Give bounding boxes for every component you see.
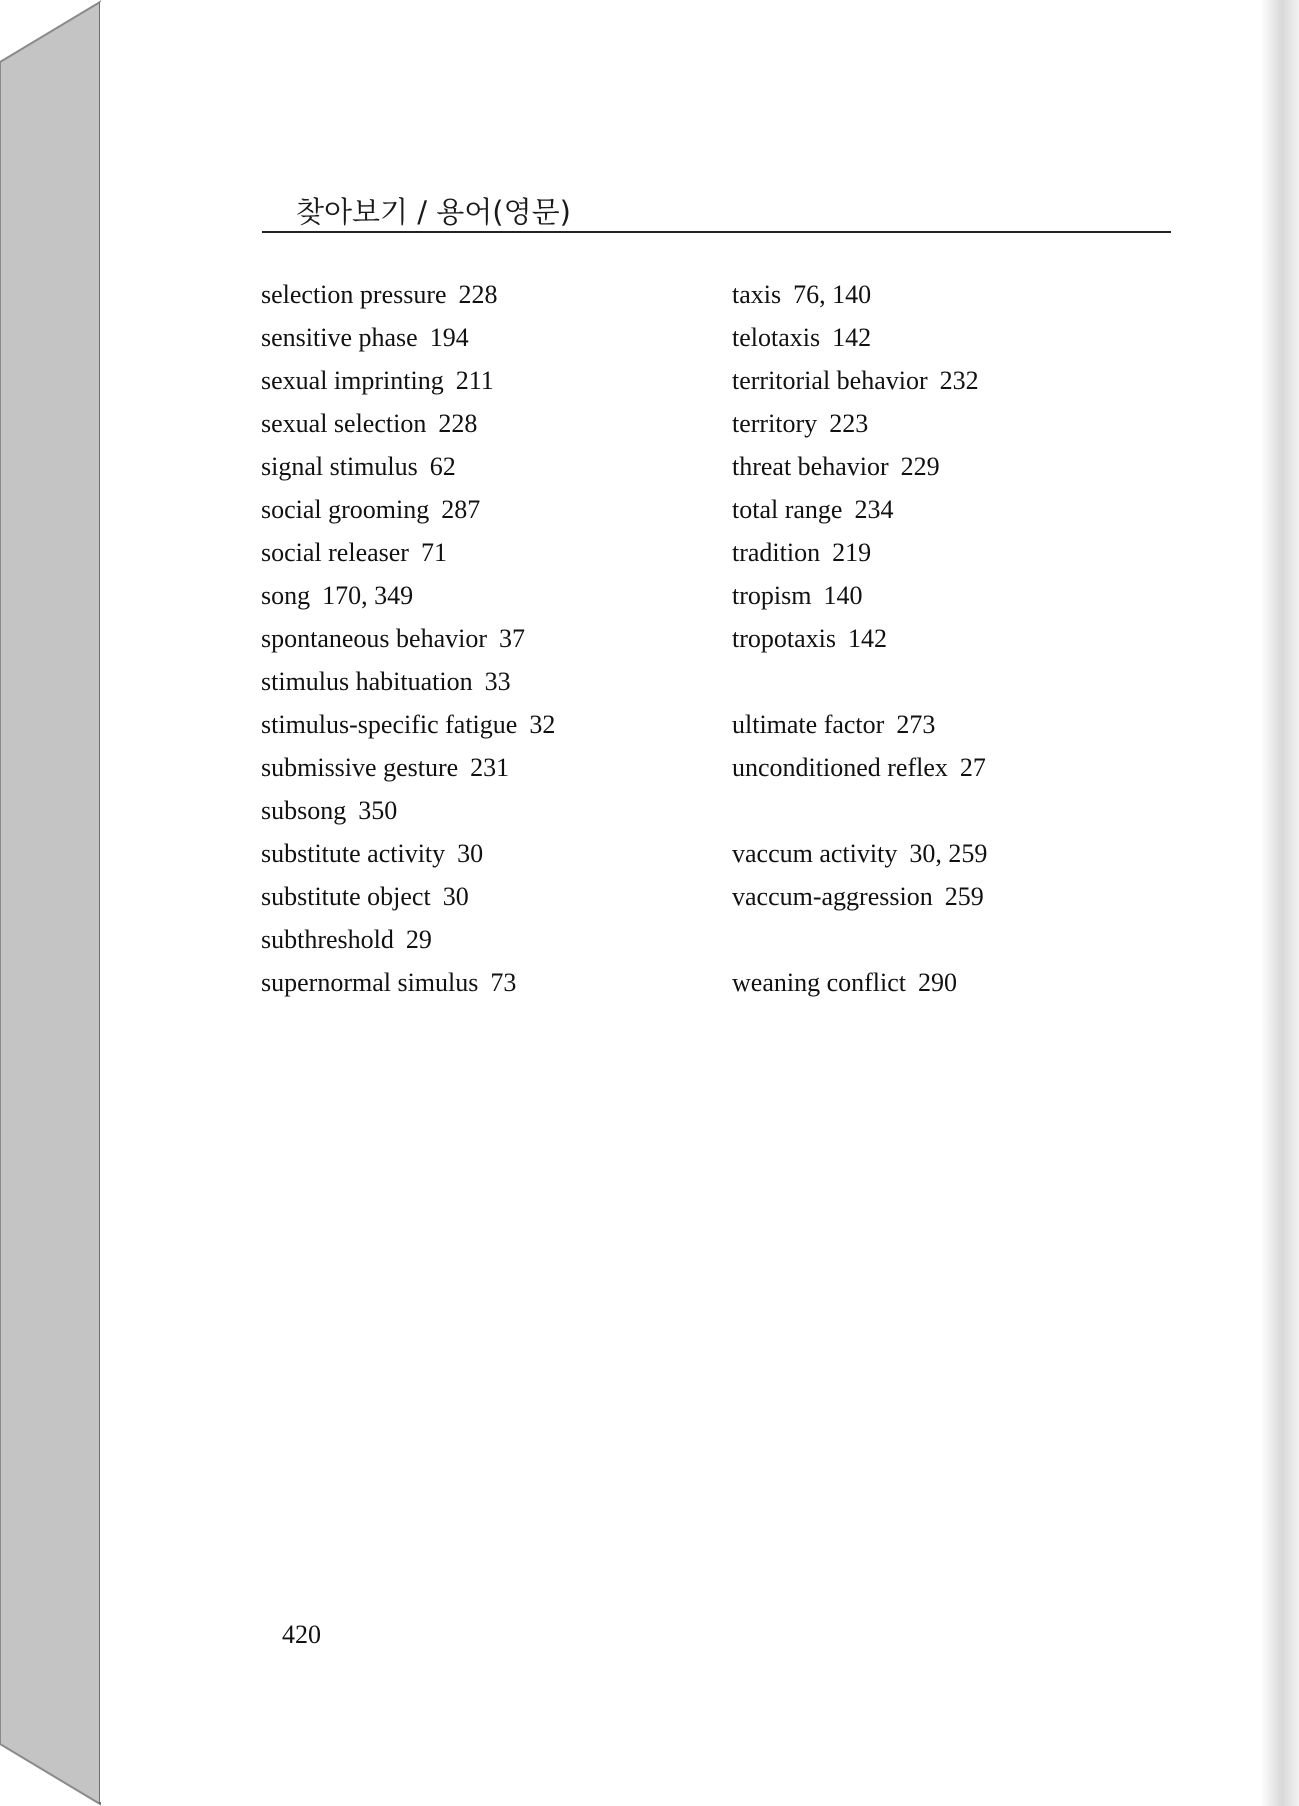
index-entry: sexual imprinting 211 bbox=[261, 366, 494, 395]
index-entry: substitute activity 30 bbox=[261, 839, 484, 868]
index-entry: stimulus-specific fatigue 32 bbox=[261, 710, 556, 739]
index-entry: weaning conflict 290 bbox=[732, 968, 957, 997]
index-entry: sexual selection 228 bbox=[261, 409, 478, 438]
index-entry: total range 234 bbox=[732, 495, 894, 524]
page-header: 찾아보기 / 용어(영문) bbox=[296, 195, 571, 229]
index-entry: tropotaxis 142 bbox=[732, 624, 887, 653]
index-entry: social grooming 287 bbox=[261, 495, 481, 524]
index-entry: tradition 219 bbox=[732, 538, 872, 567]
group-spacer bbox=[732, 660, 987, 703]
index-entry: unconditioned reflex 27 bbox=[732, 753, 986, 782]
page bbox=[100, 2, 1262, 1802]
index-entry: selection pressure 228 bbox=[261, 280, 498, 309]
index-entry: vaccum activity 30, 259 bbox=[732, 839, 988, 868]
index-entry: social releaser 71 bbox=[261, 538, 447, 567]
index-entry: spontaneous behavior 37 bbox=[261, 624, 526, 653]
page-shadow bbox=[1261, 0, 1299, 1806]
index-entry: subsong 350 bbox=[261, 796, 398, 825]
index-column-left bbox=[261, 273, 555, 1004]
index-entry: taxis 76, 140 bbox=[732, 280, 872, 309]
index-entry: signal stimulus 62 bbox=[261, 452, 456, 481]
index-entry: territorial behavior 232 bbox=[732, 366, 979, 395]
index-entry: subthreshold 29 bbox=[261, 925, 432, 954]
header-rule bbox=[262, 231, 1171, 233]
index-entry: territory 223 bbox=[732, 409, 869, 438]
group-spacer bbox=[732, 789, 987, 832]
index-entry: sensitive phase 194 bbox=[261, 323, 469, 352]
index-entry: song 170, 349 bbox=[261, 581, 414, 610]
index-entry: substitute object 30 bbox=[261, 882, 469, 911]
group-spacer bbox=[732, 918, 987, 961]
index-entry: supernormal simulus 73 bbox=[261, 968, 517, 997]
index-column-right bbox=[732, 273, 987, 1004]
index-entry: threat behavior 229 bbox=[732, 452, 940, 481]
index-entry: ultimate factor 273 bbox=[732, 710, 936, 739]
page-number: 420 bbox=[282, 1620, 321, 1649]
index-entry: stimulus habituation 33 bbox=[261, 667, 511, 696]
index-entry: submissive gesture 231 bbox=[261, 753, 510, 782]
index-entry: vaccum-aggression 259 bbox=[732, 882, 984, 911]
index-entry: telotaxis 142 bbox=[732, 323, 872, 352]
index-entry: tropism 140 bbox=[732, 581, 863, 610]
